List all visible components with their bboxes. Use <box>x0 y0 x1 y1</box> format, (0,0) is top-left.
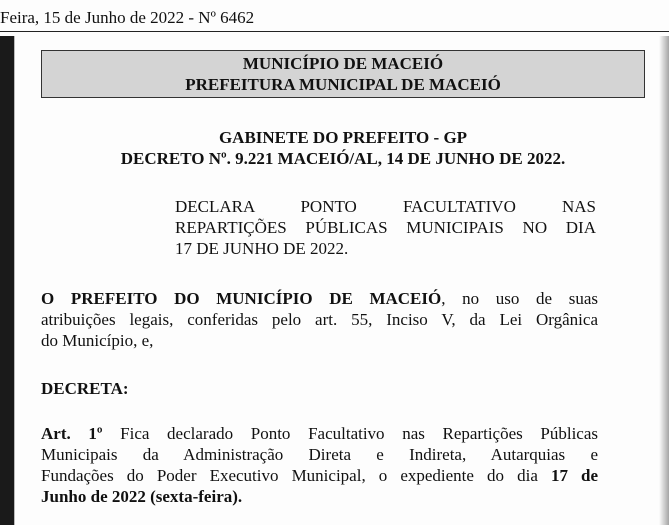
page-edge-shadow <box>659 36 669 525</box>
page-edge-bar <box>0 36 14 525</box>
preamble-text: , no uso de suas <box>441 289 598 308</box>
article-line <box>41 423 598 444</box>
article-date-bold: 17 de <box>550 466 599 485</box>
decree-summary <box>175 196 596 259</box>
municipality-header-box <box>41 50 645 98</box>
preamble-line <box>41 288 598 309</box>
article-text: Fundações do Poder Executivo Municipal, o expediente do dia <box>41 466 551 485</box>
article-line: Municipais da Administração Direta e Indireta, Autarquias e <box>41 445 598 464</box>
preamble-line: do Município, e, <box>41 331 154 350</box>
summary-line: REPARTIÇÕES PÚBLICAS MUNICIPAIS NO DIA <box>175 218 596 237</box>
article-text: Fica declarado Ponto Facultativo nas Repartições Públicas <box>102 424 598 443</box>
header-rule <box>0 31 669 32</box>
article-1 <box>41 423 598 507</box>
decree-title: DECRETO Nº. 9.221 MACEIÓ/AL, 14 DE JUNHO DE 2022. <box>120 149 566 168</box>
column-rule <box>14 36 15 525</box>
prefecture-name: PREFEITURA MUNICIPAL DE MACEIÓ <box>185 75 501 94</box>
article-label: Art. 1º <box>41 424 103 443</box>
preamble-paragraph <box>41 288 598 351</box>
decreta-heading: DECRETA: <box>41 379 129 398</box>
preamble-lead: O PREFEITO DO MUNICÍPIO DE MACEIÓ <box>41 289 442 308</box>
section-title: GABINETE DO PREFEITO - GP <box>218 128 468 147</box>
summary-line: DECLARA PONTO FACULTATIVO NAS <box>175 197 596 216</box>
article-line: Junho de 2022 (sexta-feira). <box>41 487 243 506</box>
preamble-line: atribuições legais, conferidas pelo art. 55, Inciso V, da Lei Orgânica <box>41 310 598 329</box>
summary-line: 17 DE JUNHO DE 2022. <box>175 239 349 258</box>
article-line <box>41 465 598 486</box>
municipality-name: MUNICÍPIO DE MACEIÓ <box>242 54 444 73</box>
running-header: Feira, 15 de Junho de 2022 - Nº 6462 <box>0 8 255 27</box>
